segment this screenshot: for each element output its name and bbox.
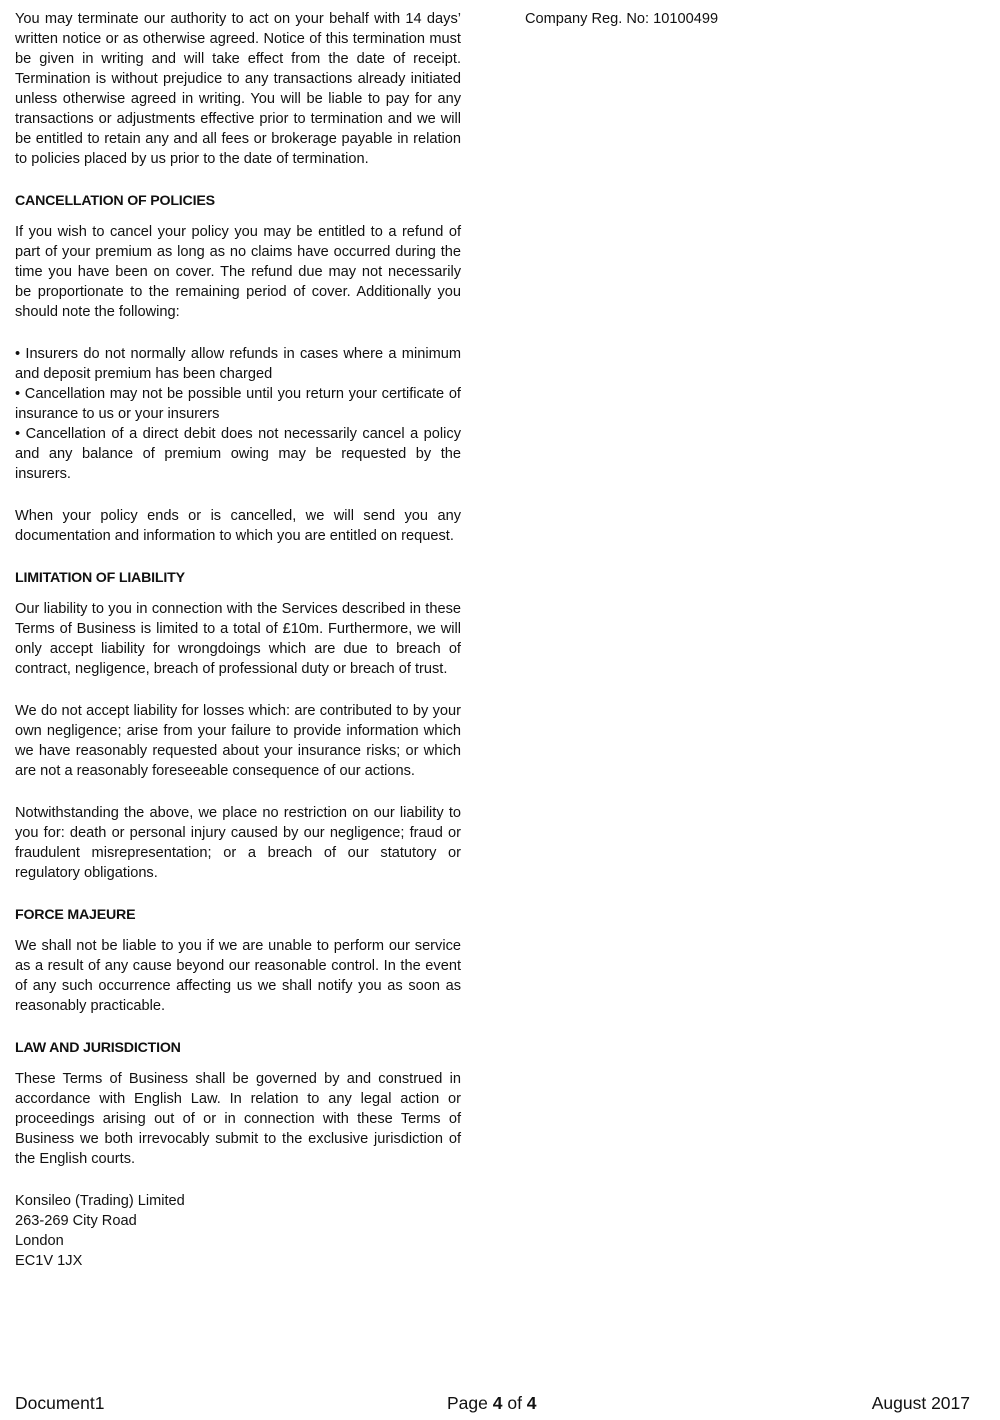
page-footer <box>15 1391 970 1415</box>
address-city: London <box>15 1233 64 1249</box>
company-registration: Company Reg. No: 10100499 <box>525 11 719 27</box>
company-address <box>15 1191 461 1271</box>
law-paragraph: These Terms of Business shall be governed by and construed in accordance with English Law. In relation to any legal action or proceedings arising out of or in connection with these Terms of Business we both irrevocably submit to the exclusive jurisdiction of the English courts. <box>15 1071 461 1167</box>
footer-page-number <box>447 1391 537 1415</box>
liability-paragraph-2: We do not accept liability for losses which: are contributed to by your own negligence; arise from your failure to provide information which we have reasonably requested about your insurance risks; or which are not a reasonably foreseeable consequence of our actions. <box>15 703 461 779</box>
liability-heading: LIMITATION OF LIABILITY <box>15 570 185 586</box>
page-total: 4 <box>526 1393 537 1413</box>
cancellation-bullet-1: • Insurers do not normally allow refunds in cases where a minimum and deposit premium has been charged <box>15 346 461 382</box>
cancellation-paragraph-1: If you wish to cancel your policy you may be entitled to a refund of part of your premium as long as no claims have occurred during the time you have been on cover. The refund due may not necessarily be proportionate to the remaining period of cover. Additionally you should note the following: <box>15 224 461 320</box>
address-street: 263-269 City Road <box>15 1213 137 1229</box>
main-column <box>15 9 461 1271</box>
law-heading: LAW AND JURISDICTION <box>15 1040 181 1056</box>
page-current: 4 <box>492 1393 503 1413</box>
liability-paragraph-1: Our liability to you in connection with the Services described in these Terms of Business is limited to a total of £10m. Furthermore, we will only accept liability for wrongdoings which are due to breach of contract, negligence, breach of professional duty or breach of trust. <box>15 601 461 677</box>
page-prefix: Page <box>447 1393 493 1413</box>
address-company: Konsileo (Trading) Limited <box>15 1193 185 1209</box>
address-postcode: EC1V 1JX <box>15 1253 83 1269</box>
cancellation-bullet-2: • Cancellation may not be possible until you return your certificate of insurance to us or your insurers <box>15 386 461 422</box>
force-majeure-heading: FORCE MAJEURE <box>15 907 136 923</box>
cancellation-bullet-3: • Cancellation of a direct debit does not necessarily cancel a policy and any balance of premium owing may be requested by the insurers. <box>15 426 461 482</box>
footer-document-name: Document1 <box>15 1393 105 1413</box>
termination-paragraph: You may terminate our authority to act on your behalf with 14 days’ written notice or as otherwise agreed. Notice of this termination must be given in writing and will take effect from the date of receipt. Termination is without prejudice to any transactions already initiated unless otherwise agreed in writing. You will be liable to pay for any transactions or adjustments effective prior to termination and we will be entitled to retain any and all fees or brokerage payable in relation to policies placed by us prior to the date of termination. <box>15 11 461 167</box>
liability-paragraph-3: Notwithstanding the above, we place no restriction on our liability to you for: death or personal injury caused by our negligence; fraud or fraudulent misrepresentation; or a breach of our statutory or regulatory obligations. <box>15 805 461 881</box>
force-majeure-paragraph: We shall not be liable to you if we are unable to perform our service as a result of any cause beyond our reasonable control. In the event of any such occurrence affecting us we shall notify you as soon as reasonably practicable. <box>15 938 461 1014</box>
page-of: of <box>502 1393 527 1413</box>
cancellation-heading: CANCELLATION OF POLICIES <box>15 193 215 209</box>
footer-date: August 2017 <box>871 1393 970 1413</box>
cancellation-paragraph-2: When your policy ends or is cancelled, we will send you any documentation and information to which you are entitled on request. <box>15 508 461 544</box>
